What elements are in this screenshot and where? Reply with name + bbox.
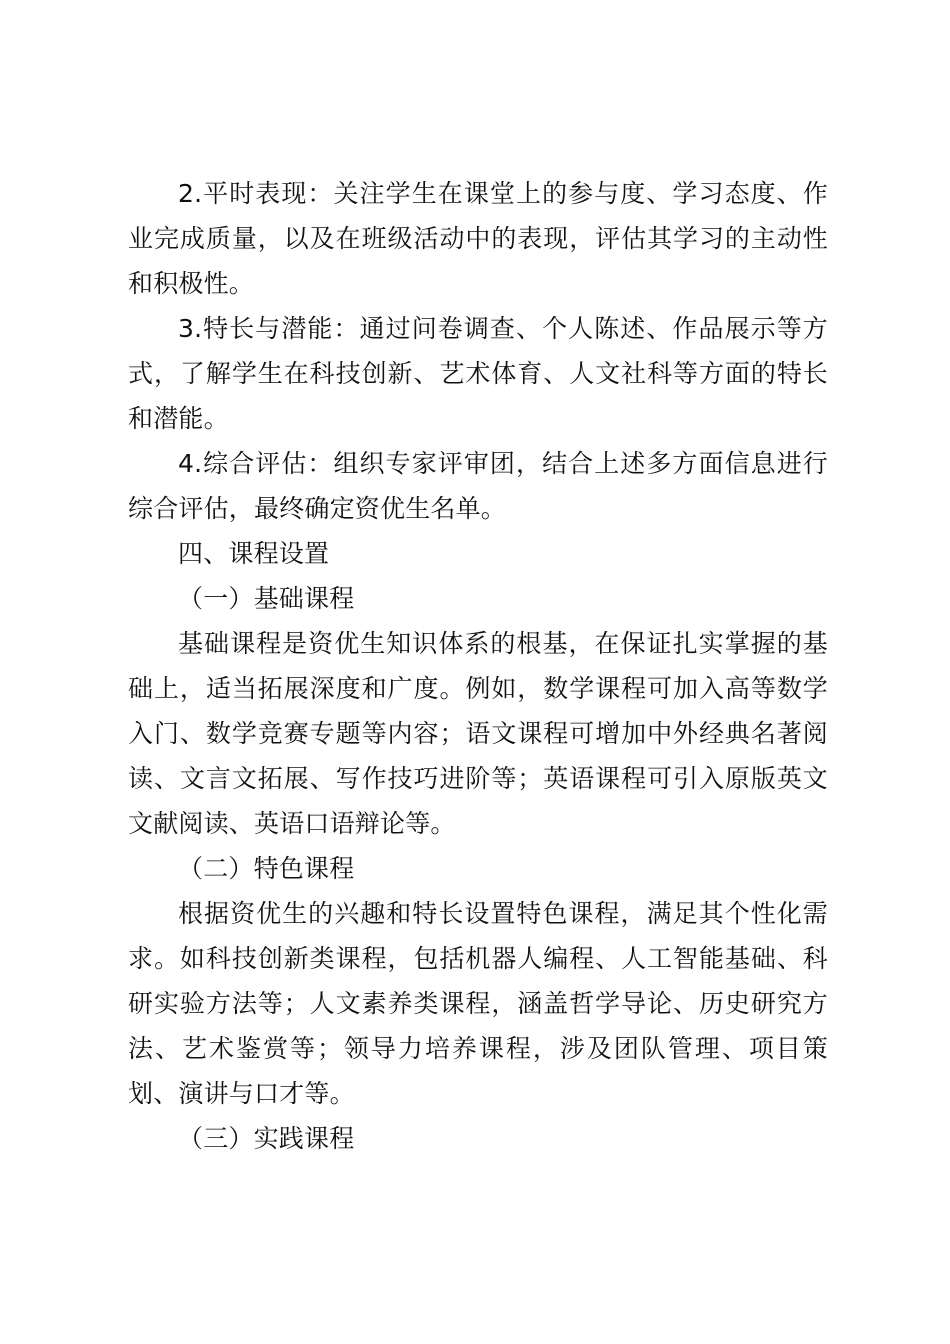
subheading-basic-courses: （一）基础课程 xyxy=(178,584,355,613)
subheading-practical-courses: （三）实践课程 xyxy=(178,1124,355,1153)
paragraph-comprehensive-evaluation: 4.综合评估：组织专家评审团，结合上述多方面信息进行综合评估，最终确定资优生名单。 xyxy=(128,449,828,523)
section-heading-curriculum: 四、课程设置 xyxy=(178,539,330,568)
paragraph-basic-courses: 基础课程是资优生知识体系的根基，在保证扎实掌握的基础上，适当拓展深度和广度。例如，数学课程可加入高等数学入门、数学竞赛专题等内容；语文课程可增加中外经典名著阅读、文言文拓展、写作技巧进阶等；英语课程可引入原版英文文献阅读、英语口语辩论等。 xyxy=(128,629,828,838)
paragraph-regular-performance: 2.平时表现：关注学生在课堂上的参与度、学习态度、作业完成质量，以及在班级活动中的表现，评估其学习的主动性和积极性。 xyxy=(128,179,828,298)
subheading-featured-courses: （二）特色课程 xyxy=(178,854,355,883)
document-body xyxy=(128,171,828,1161)
paragraph-featured-courses: 根据资优生的兴趣和特长设置特色课程，满足其个性化需求。如科技创新类课程，包括机器人编程、人工智能基础、科研实验方法等；人文素养类课程，涵盖哲学导论、历史研究方法、艺术鉴赏等；领导力培养课程，涉及团队管理、项目策划、演讲与口才等。 xyxy=(128,899,828,1108)
paragraph-talent-potential: 3.特长与潜能：通过问卷调查、个人陈述、作品展示等方式，了解学生在科技创新、艺术体育、人文社科等方面的特长和潜能。 xyxy=(128,314,828,433)
